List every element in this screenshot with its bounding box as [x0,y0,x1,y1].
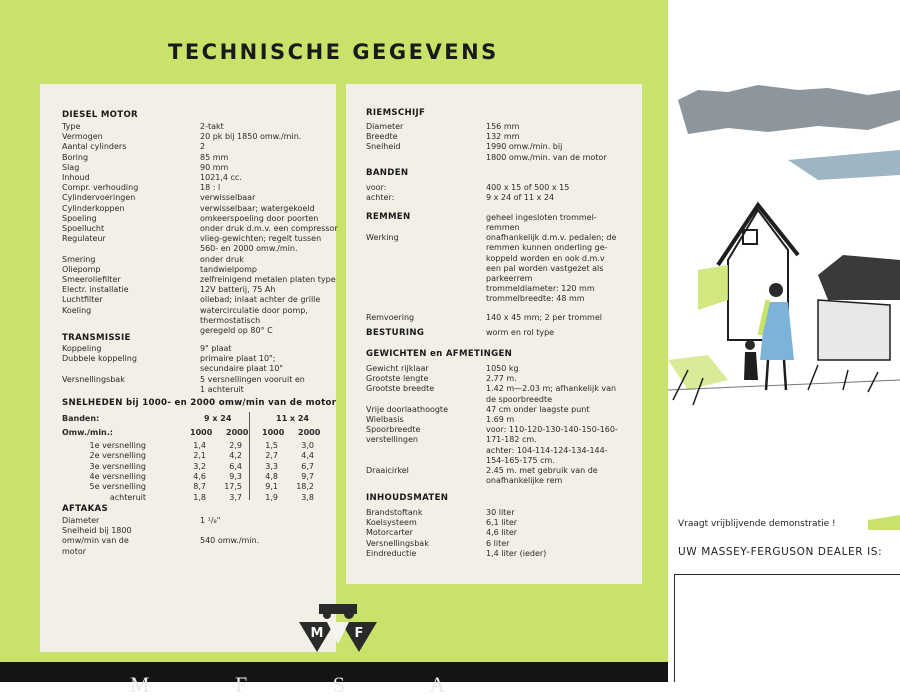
speed-value: 3,7 [229,492,242,502]
spec-card-left [40,84,336,652]
spec-label: Dubbele koppeling [62,354,137,364]
spec-value: 6,1 liter [486,518,518,528]
spec-label: Koppeling [62,344,102,353]
spec-label: Luchtfilter [62,295,103,305]
spec-label: Snelheid bij 1800 [62,526,132,536]
farm-illustration [668,60,900,530]
spec-label: Werking [366,233,399,243]
spec-label: Koeling [62,305,92,315]
spec-value: geregeld op 80° C [200,326,273,335]
aftakas-heading: AFTAKAS [62,504,108,514]
spec-label: Spoellucht [62,224,105,233]
spec-value: remmen [486,223,520,232]
bottom-banner [0,662,668,697]
speed-value: 2,9 [229,441,242,450]
spec-label: Inhoud [62,173,90,182]
gear-label: 5e versnelling [89,482,146,492]
tractor-icon [319,604,357,619]
speed-value: 9,7 [301,471,314,481]
spec-label: Spoorbreedte [366,425,421,435]
spec-label: Diameter [366,122,404,131]
spec-value: 156 mm [486,122,520,131]
spec-value: primaire plaat 10"; [200,354,276,364]
dealer-stamp-box [674,574,900,682]
spec-label: Versnellingsbak [366,538,429,548]
speed-value: 3,0 [301,441,314,450]
inhoudsmaten-heading: INHOUDSMATEN [366,493,449,503]
spec-value: 2.77 m. [486,374,517,384]
spec-value: trommeldiameter: 120 mm [486,284,595,294]
spec-value: voor: 110-120-130-140-150-160- [486,425,618,435]
spec-card-right [346,84,642,584]
spec-value: 560- en 2000 omw./min. [200,244,298,254]
spec-value: 1 ¹/₈" [200,516,221,525]
spec-value: 1021,4 cc. [200,173,242,182]
spec-value: oliebad; inlaat achter de grille [200,295,321,305]
spec-value: onafhankelijke rem [486,476,563,486]
spec-value: 90 mm [200,162,229,172]
spec-label: Brandstoftank [366,508,423,517]
speed-value: 1,8 [193,492,206,502]
spec-label: Vrije doorlaathoogte [366,404,448,414]
rpm-column-header: 2000 [226,428,249,437]
spec-value: 1800 omw./min. van de motor [486,152,607,162]
spec-label: Grootste lengte [366,374,429,384]
spec-value: tandwielpomp [200,264,257,274]
spec-label: voor: [366,183,387,192]
spec-label: Grootste breedte [366,384,435,394]
speed-value: 18,2 [296,482,314,492]
spec-value: 4,6 liter [486,528,518,538]
rpm-column-header: 2000 [298,428,321,437]
spec-label: Spoeling [62,213,97,223]
spec-value: de spoorbreedte [486,394,553,404]
spec-value: 1.42 m—2.03 m; afhankelijk van [486,384,617,394]
spec-label: Compr. verhouding [62,183,139,193]
speed-value: 1,9 [265,492,278,502]
speed-value: 3,3 [265,461,278,471]
diesel-motor-heading: DIESEL MOTOR [62,110,138,120]
spec-value: parkeerrem [486,274,533,283]
snelheden-heading: SNELHEDEN bij 1000- en 2000 omw/min van de motor [62,398,337,408]
speed-value: 17,5 [224,482,242,492]
riemschijf-heading: RIEMSCHIJF [366,108,426,118]
spec-value: 2 [200,142,206,152]
rpm-column-header: 1000 [190,428,213,437]
massey-ferguson-logo [297,600,379,655]
spec-value: remmen kunnen onderling ge- [486,243,608,253]
speed-value: 4,6 [193,471,206,481]
tire-size-b: 11 x 24 [276,414,309,423]
spec-value: zelfreinigend metalen platen type [200,275,336,284]
spec-value: omkeerspoeling door poorten [200,213,319,223]
spec-label: Electr. installatie [62,285,129,295]
spec-value: 2.45 m. met gebruik van de [486,466,598,475]
spec-value: 6 liter [486,538,510,548]
demo-request-text: Vraagt vrijblijvende demonstratie ! [678,519,836,529]
spec-value: achter: 104-114-124-134-144- [486,445,608,455]
spec-label: Type [62,122,81,131]
spec-label: Oliepomp [62,264,101,274]
gewichten-heading: GEWICHTEN en AFMETINGEN [366,349,513,359]
gear-label: achteruit [109,492,146,502]
spec-value: 18 : l [200,183,221,193]
spec-label: Draaicirkel [366,466,409,475]
speed-value: 9,3 [229,471,242,481]
spec-value: verwisselbaar [200,193,256,203]
speed-value: 3,2 [193,461,206,471]
spec-value: onafhankelijk d.m.v. pedalen; de [486,233,617,243]
spec-label: Cylinderkoppen [62,203,125,213]
spec-value: 171-182 cm. [486,435,537,445]
spec-label: Gewicht rijklaar [366,364,429,373]
spec-value: 400 x 15 of 500 x 15 [486,183,570,192]
spec-value: 20 pk bij 1850 omw./min. [200,132,302,142]
spec-label: verstellingen [366,435,418,445]
speed-value: 8,7 [193,482,206,492]
transmissie-heading: TRANSMISSIE [62,333,131,343]
page-title: TECHNISCHE GEGEVENS [168,40,499,64]
speed-table-divider [249,412,250,500]
spec-label: Wielbasis [366,415,404,424]
spec-label: Aantal cylinders [62,142,127,152]
spec-label: Vermogen [62,132,103,142]
logo-letter-f: F [354,626,364,641]
spec-value: 1,4 liter (ieder) [486,548,547,558]
spec-value: 140 x 45 mm; 2 per trommel [486,312,602,322]
spec-label: Cylindervoeringen [62,193,136,203]
spec-value: worm en rol type [486,328,555,337]
spec-label: Motorcarter [366,528,413,538]
tire-size-a: 9 x 24 [204,414,232,423]
spec-value: een pal worden vastgezet als [486,263,604,273]
dealer-heading: UW MASSEY-FERGUSON DEALER IS: [678,546,883,558]
spec-label: Koelsysteem [366,518,417,528]
speed-value: 4,8 [265,471,278,481]
banden-heading: BANDEN [366,168,409,178]
spec-label: Snelheid [366,142,401,152]
speed-value: 4,4 [301,451,314,461]
banden-label: Banden: [62,414,100,423]
spec-value: koppeld worden en ook d.m.v [486,253,605,263]
spec-value: geheel ingesloten trommel- [486,213,597,222]
speed-value: 2,7 [265,451,278,461]
spec-label: omw/min van de [62,536,129,546]
spec-value: 540 omw./min. [200,536,260,546]
gear-label: 1e versnelling [89,441,146,450]
spec-value: 1.69 m [486,415,515,424]
spec-value: vlieg-gewichten; regelt tussen [200,234,322,244]
spec-label: Versnellingsbak [62,374,125,384]
speed-value: 6,7 [301,461,314,471]
spec-value: 1050 kg [486,364,519,373]
remmen-heading: REMMEN [366,212,411,222]
speed-value: 1,4 [193,441,206,450]
gear-label: 2e versnelling [89,451,146,461]
spec-value: thermostatisch [200,315,261,325]
spec-label: achter: [366,193,395,203]
spec-label: Smering [62,254,96,264]
spec-value: trommelbreedte: 48 mm [486,294,585,304]
spec-value: 9 x 24 of 11 x 24 [486,193,555,203]
rpm-column-header: 1000 [262,428,285,437]
spec-label: Breedte [366,132,398,142]
bottom-banner-text: M F S A [130,672,486,697]
speed-value: 1,5 [265,441,278,450]
spec-value: 132 mm [486,132,520,142]
spec-label: Regulateur [62,234,106,244]
speed-value: 9,1 [265,482,278,492]
spec-label: Diameter [62,516,100,525]
spec-value: onder druk d.m.v. een compressor [200,224,338,233]
spec-value: verwisselbaar; watergekoeld [200,203,315,213]
spec-value: 9" plaat [200,344,232,353]
spec-label: Boring [62,152,89,162]
logo-letter-m: M [310,626,324,641]
besturing-heading: BESTURING [366,328,425,338]
spec-value: onder druk [200,254,244,264]
spec-value: 1 achteruit [200,384,244,394]
speed-value: 6,4 [229,461,242,471]
spec-value: 85 mm [200,152,229,162]
spec-value: 30 liter [486,508,515,517]
spec-value: watercirculatie door pomp, [200,305,308,315]
spec-label: Smeeroliefilter [62,275,121,284]
spec-value: 1990 omw./min. bij [486,142,563,152]
spec-value: secundaire plaat 10" [200,364,284,374]
spec-label: Remvoering [366,312,415,322]
spec-label: Eindreductie [366,548,417,558]
spec-value: 47 cm onder laagste punt [486,404,590,414]
rpm-label: Omw./min.: [62,428,113,437]
gear-label: 4e versnelling [89,471,146,481]
speed-value: 4,2 [229,451,242,461]
gear-label: 3e versnelling [89,461,146,471]
spec-value: 2-takt [200,122,224,131]
speed-value: 3,8 [301,492,314,502]
speed-value: 2,1 [193,451,206,461]
spec-label: Slag [62,162,80,172]
spec-value: 12V batterij, 75 Ah [200,285,276,295]
spec-value: 154-165-175 cm. [486,455,555,465]
spec-label: motor [62,546,87,556]
spec-value: 5 versnellingen vooruit en [200,374,305,384]
